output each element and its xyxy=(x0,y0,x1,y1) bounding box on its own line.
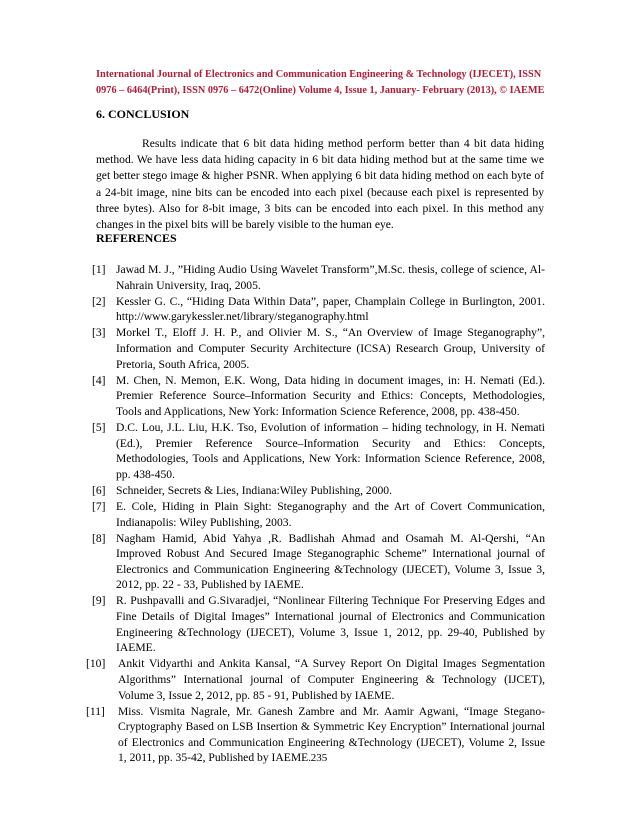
conclusion-paragraph xyxy=(96,136,544,233)
reference-text: Morkel T., Eloff J. H. P., and Olivier M. S., “An Overview of Image Steganography”, Information and Computer Security Architecture (ICSA) Research Group, University of Pretoria, South Africa, 2005. xyxy=(116,326,545,371)
reference-text: D.C. Lou, J.L. Liu, H.K. Tso, Evolution of information – hiding technology, in H. Nemati (Ed.), Premier Reference Source–Information Security and Ethics: Concepts, Methodologies, Tools and Applications, New York: Information Science Reference, 2008, pp. 438-450. xyxy=(116,420,545,481)
reference-item xyxy=(92,373,545,420)
reference-number: [6] xyxy=(92,483,106,497)
conclusion-heading: 6. CONCLUSION xyxy=(96,107,190,121)
reference-item xyxy=(92,325,545,372)
reference-item xyxy=(92,483,545,499)
reference-number: [3] xyxy=(92,326,106,340)
reference-number: [7] xyxy=(92,499,106,513)
reference-item xyxy=(86,656,545,703)
reference-text: Kessler G. C., “Hiding Data Within Data”, paper, Champlain College in Burlington, 2001. http://www.garykessler.net/library/steganography.html xyxy=(116,294,545,324)
reference-text: M. Chen, N. Memon, E.K. Wong, Data hiding in document images, in: H. Nemati (Ed.). Premier Reference Source–Information Security and Ethics: Concepts, Methodologies, Tools and Applications, New York: Information Science Reference, 2008, pp. 438-450. xyxy=(116,373,545,418)
reference-text: R. Pushpavalli and G.Sivaradjei, “Nonlinear Filtering Technique For Preserving Edges and Fine Details of Digital Images” International journal of Electronics and Communication Engineering &Technology (IJECET), Volume 3, Issue 1, 2012, pp. 29-40, Published by IAEME. xyxy=(116,594,545,655)
reference-number: [1] xyxy=(92,263,106,276)
reference-item xyxy=(92,531,545,593)
reference-item xyxy=(92,420,545,482)
page-number: 235 xyxy=(310,752,328,764)
references-list xyxy=(86,262,545,767)
reference-number: [10] xyxy=(86,657,106,671)
reference-text: Schneider, Secrets & Lies, Indiana:Wiley Publishing, 2000. xyxy=(116,483,392,497)
reference-text: Jawad M. J., ”Hiding Audio Using Wavelet Transform”,M.Sc. thesis, college of science, Al-Nahrain University, Iraq, 2005. xyxy=(116,263,545,292)
reference-number: [5] xyxy=(92,420,106,434)
reference-text: E. Cole, Hiding in Plain Sight: Steganography and the Art of Covert Communication, Indianapolis: Wiley Publishing, 2003. xyxy=(116,499,545,529)
reference-number: [2] xyxy=(92,294,106,308)
reference-item xyxy=(92,593,545,655)
reference-text: Nagham Hamid, Abid Yahya ,R. Badlishah Ahmad and Osamah M. Al-Qershi, “An Improved Robust And Secured Image Steganographic Scheme” International journal of Electronics and Communication Engineering &Technology (IJECET), Volume 3, Issue 3, 2012, pp. 22 - 33, Published by IAEME. xyxy=(116,531,545,592)
reference-item xyxy=(92,262,545,293)
references-heading: REFERENCES xyxy=(96,231,177,245)
reference-number: [9] xyxy=(92,594,106,608)
journal-header-line-2: 0976 – 6464(Print), ISSN 0976 – 6472(Online) Volume 4, Issue 1, January- February (2013), © IAEME xyxy=(96,85,545,96)
reference-number: [11] xyxy=(86,704,105,718)
journal-header xyxy=(96,67,546,99)
reference-item xyxy=(92,294,545,325)
reference-number: [8] xyxy=(92,531,106,545)
reference-text: Ankit Vidyarthi and Ankita Kansal, “A Survey Report On Digital Images Segmentation Algorithms” International journal of Computer Engineering & Technology (IJCET), Volume 3, Issue 2, 2012, pp. 85 - 91, Published by IAEME. xyxy=(118,657,545,702)
journal-header-line-1: International Journal of Electronics and Communication Engineering & Technology (IJECET), ISSN xyxy=(96,69,542,80)
conclusion-text: Results indicate that 6 bit data hiding method perform better than 4 bit data hiding method. We have less data hiding capacity in 6 bit data hiding method but at the same time we get better stego image & higher PSNR. When applying 6 bit data hiding method on each byte of a 24-bit image, nine bits can be encoded into each pixel (because each pixel is represented by three bytes). Also for 8-bit image, 3 bits can be encoded into each pixel. In this method any changes in the pixel bits will be barely visible to the human eye. xyxy=(96,137,544,232)
reference-item xyxy=(92,499,545,530)
reference-text: Miss. Vismita Nagrale, Mr. Ganesh Zambre and Mr. Aamir Agwani, “Image Stegano-Cryptography Based on LSB Insertion & Symmetric Key Encryption” International journal of Electronics and Communication Engineering &Technology (IJECET), Volume 2, Issue 1, 2011, pp. 35-42, Published by IAEME. xyxy=(118,704,545,765)
reference-number: [4] xyxy=(92,373,106,387)
